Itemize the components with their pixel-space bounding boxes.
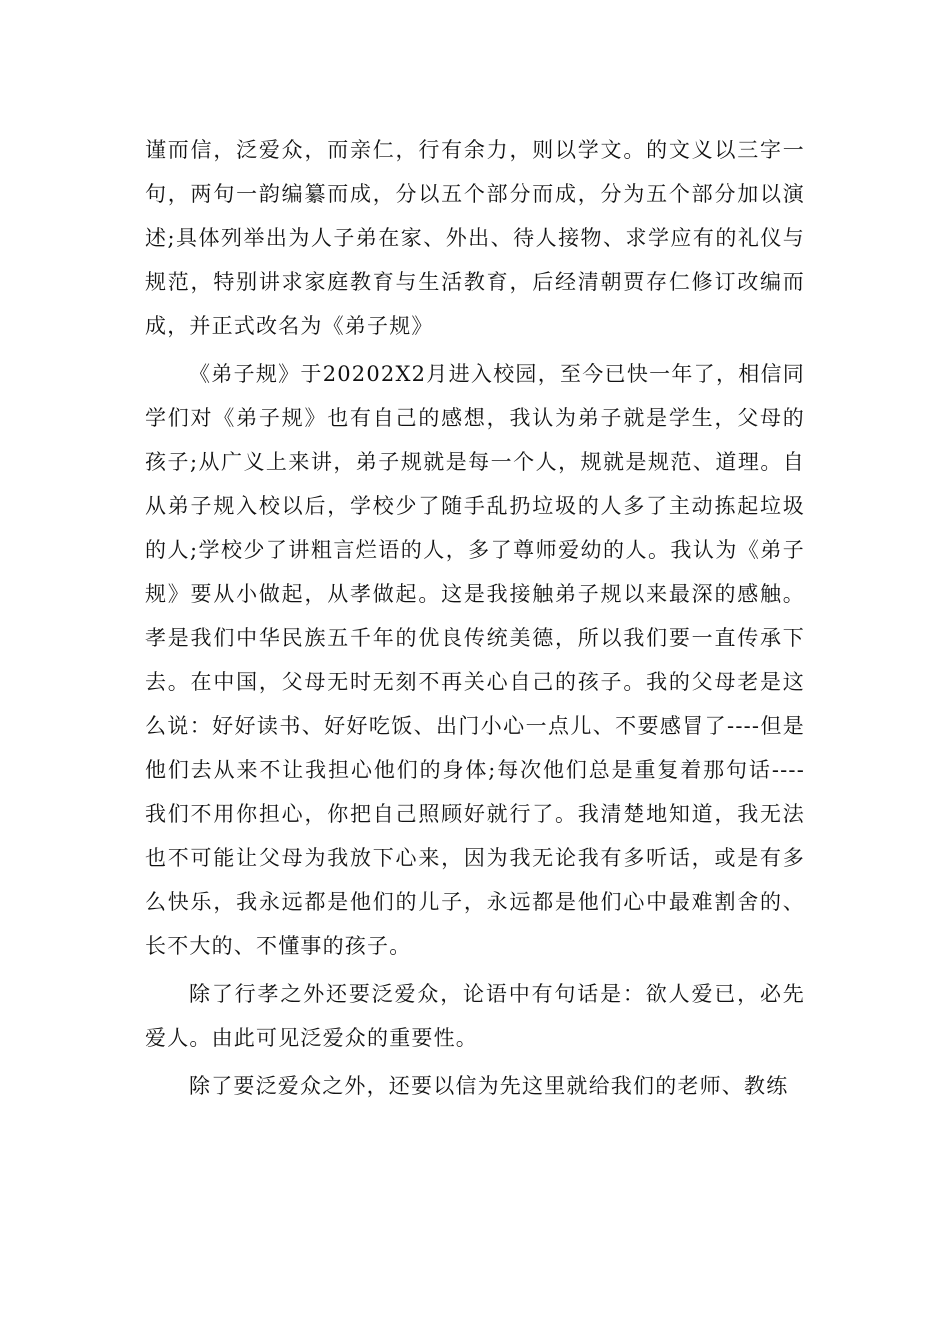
paragraph-3: 除了行孝之外还要泛爱众，论语中有句话是：欲人爱已，必先爱人。由此可见泛爱众的重要性。 xyxy=(145,982,805,1050)
paragraph-4: 除了要泛爱众之外，还要以信为先这里就给我们的老师、教练 xyxy=(189,1074,789,1098)
paragraph-1: 谨而信，泛爱众，而亲仁，行有余力，则以学文。的文义以三字一句，两句一韵编纂而成，分以五个部分而成，分为五个部分加以演述;具体列举出为人子弟在家、外出、待人接物、求学应有的礼仪与规范，特别讲求家庭教育与生活教育，后经清朝贾存仁修订改编而成，并正式改名为《弟子规》 xyxy=(145,138,805,338)
document-body xyxy=(145,128,805,1112)
paragraph-2: 《弟子规》于20202X2月进入校园，至今已快一年了，相信同学们对《弟子规》也有自己的感想，我认为弟子就是学生，父母的孩子;从广义上来讲，弟子规就是每一个人，规就是规范、道理。自从弟子规入校以后，学校少了随手乱扔垃圾的人多了主动拣起垃圾的人;学校少了讲粗言烂语的人，多了尊师爱幼的人。我认为《弟子规》要从小做起，从孝做起。这是我接触弟子规以来最深的感触。孝是我们中华民族五千年的优良传统美德，所以我们要一直传承下去。在中国，父母无时无刻不再关心自己的孩子。我的父母老是这么说：好好读书、好好吃饭、出门小心一点儿、不要感冒了----但是他们去从来不让我担心他们的身体;每次他们总是重复着那句话----我们不用你担心，你把自己照顾好就行了。我清楚地知道，我无法也不可能让父母为我放下心来，因为我无论我有多听话，或是有多么快乐，我永远都是他们的儿子，永远都是他们心中最难割舍的、长不大的、不懂事的孩子。 xyxy=(145,362,805,958)
